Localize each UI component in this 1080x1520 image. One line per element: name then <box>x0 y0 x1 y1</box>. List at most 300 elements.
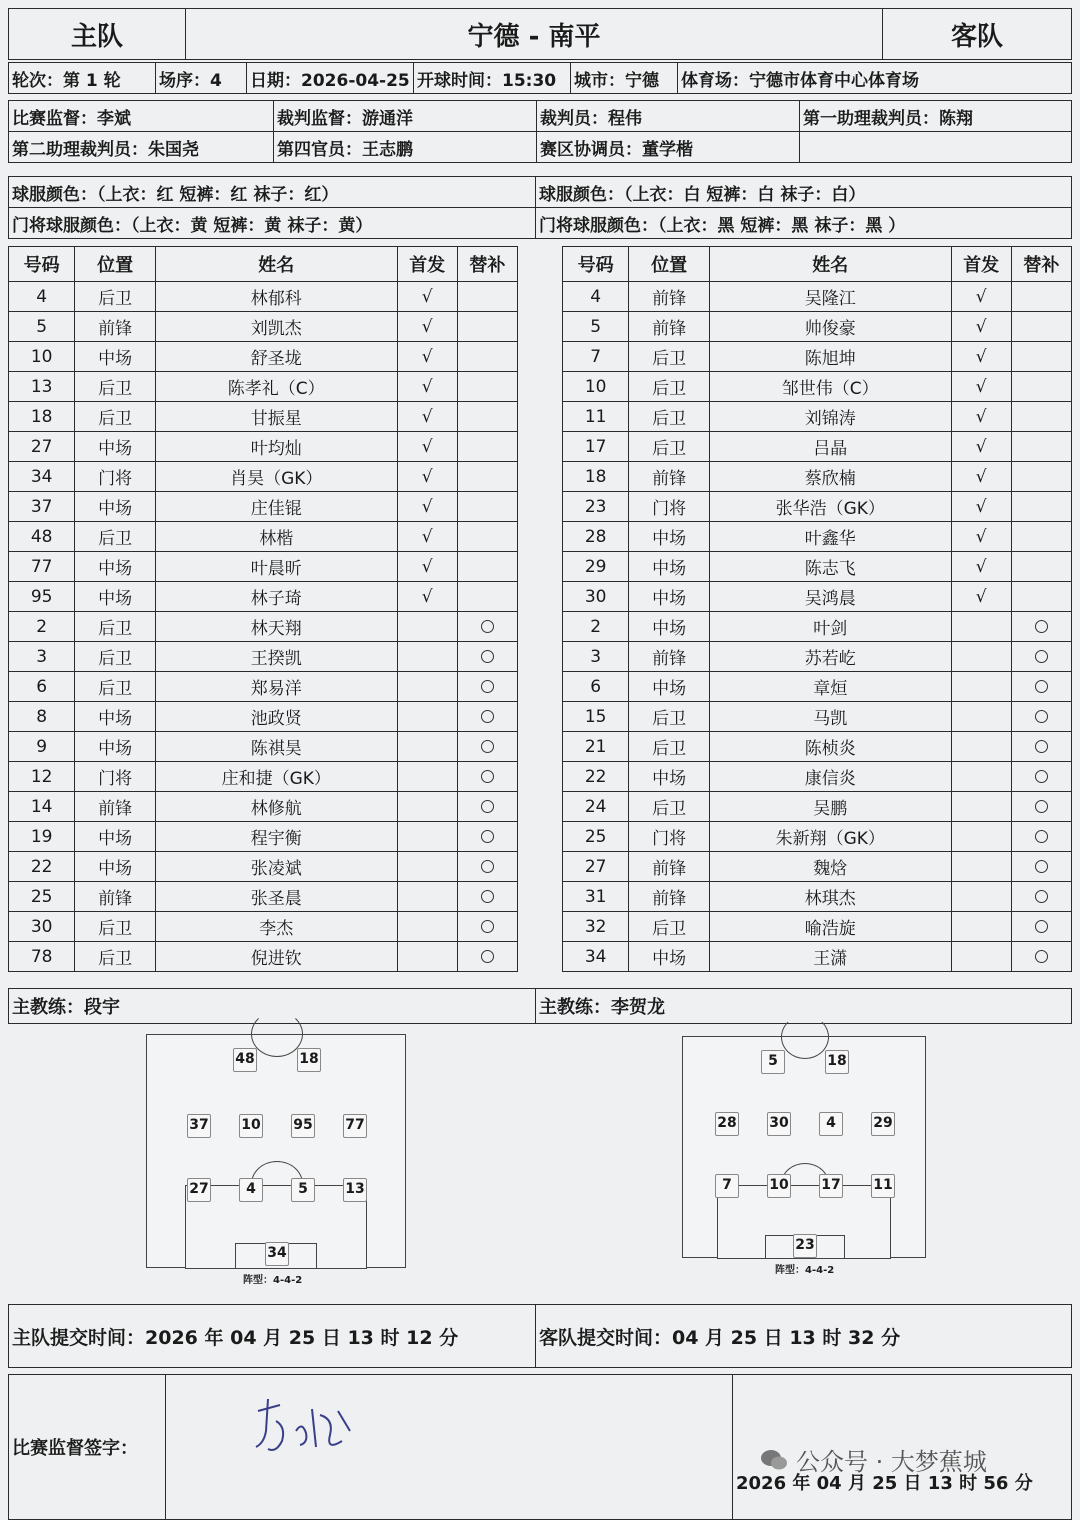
kickoff-time: 开球时间：15:30 <box>414 63 571 94</box>
formation-player: 5 <box>291 1178 315 1202</box>
sub-mark <box>1011 342 1071 372</box>
player-name: 叶均灿 <box>155 432 397 462</box>
player-row <box>563 522 1072 552</box>
home-submit-time: 主队提交时间：2026 年 04 月 25 日 13 时 12 分 <box>9 1305 536 1368</box>
assistant-referee-1: 第一助理裁判员：陈翔 <box>800 101 1072 132</box>
player-name: 章烜 <box>709 672 951 702</box>
player-position: 前锋 <box>629 642 710 672</box>
player-number: 7 <box>563 342 629 372</box>
player-number: 24 <box>563 792 629 822</box>
player-number: 23 <box>563 492 629 522</box>
player-number: 37 <box>9 492 75 522</box>
sub-mark <box>457 852 517 882</box>
wechat-icon <box>760 1448 788 1472</box>
city: 城市：宁德 <box>571 63 678 94</box>
formation-player: 13 <box>343 1178 367 1202</box>
sub-circle-icon <box>481 800 494 813</box>
player-name: 林楷 <box>155 522 397 552</box>
player-position: 后卫 <box>75 372 156 402</box>
starter-mark: √ <box>951 312 1011 342</box>
col-sub: 替补 <box>457 247 517 282</box>
player-number: 5 <box>9 312 75 342</box>
sub-circle-icon <box>1035 890 1048 903</box>
player-name: 程宇衡 <box>155 822 397 852</box>
player-position: 后卫 <box>75 942 156 972</box>
player-row <box>9 852 518 882</box>
player-number: 18 <box>9 402 75 432</box>
starter-mark <box>397 762 457 792</box>
player-position: 中场 <box>75 432 156 462</box>
player-name: 张凌斌 <box>155 852 397 882</box>
sub-mark <box>1011 462 1071 492</box>
player-number: 6 <box>563 672 629 702</box>
home-formation-pitch <box>146 1034 406 1286</box>
formation-player: 27 <box>187 1178 211 1202</box>
player-number: 5 <box>563 312 629 342</box>
kit-colors-table <box>8 176 1072 239</box>
away-label: 客队 <box>883 9 1072 60</box>
signature-box <box>166 1375 733 1520</box>
player-number: 21 <box>563 732 629 762</box>
player-position: 前锋 <box>629 462 710 492</box>
starter-mark <box>397 852 457 882</box>
sub-mark <box>1011 732 1071 762</box>
signature-time: 2026 年 04 月 25 日 13 时 56 分 <box>733 1375 1072 1520</box>
player-name: 魏焓 <box>709 852 951 882</box>
sub-mark <box>457 432 517 462</box>
player-position: 前锋 <box>75 792 156 822</box>
player-row <box>9 912 518 942</box>
player-row <box>563 732 1072 762</box>
starter-mark: √ <box>951 342 1011 372</box>
sub-mark <box>1011 372 1071 402</box>
player-row <box>9 942 518 972</box>
player-number: 10 <box>563 372 629 402</box>
watermark-text: 公众号 · 大梦蕉城 <box>796 1448 987 1476</box>
sub-mark <box>1011 642 1071 672</box>
match-info-row <box>8 62 1072 94</box>
player-row <box>563 552 1072 582</box>
sub-circle-icon <box>481 680 494 693</box>
player-number: 25 <box>563 822 629 852</box>
player-name: 吴鸿晨 <box>709 582 951 612</box>
player-position: 中场 <box>75 702 156 732</box>
player-row <box>563 882 1072 912</box>
player-name: 叶剑 <box>709 612 951 642</box>
player-name: 林郁科 <box>155 282 397 312</box>
starter-mark: √ <box>397 342 457 372</box>
player-name: 朱新翔（GK） <box>709 822 951 852</box>
col-sub: 替补 <box>1011 247 1071 282</box>
formation-player: 77 <box>343 1114 367 1138</box>
player-position: 中场 <box>629 762 710 792</box>
player-row <box>9 582 518 612</box>
formation-player: 17 <box>819 1174 843 1198</box>
player-row <box>9 372 518 402</box>
sub-circle-icon <box>1035 650 1048 663</box>
player-name: 陈志飞 <box>709 552 951 582</box>
player-number: 95 <box>9 582 75 612</box>
sub-mark <box>1011 582 1071 612</box>
starter-mark <box>397 612 457 642</box>
sub-circle-icon <box>1035 950 1048 963</box>
sub-mark <box>457 672 517 702</box>
player-row <box>9 702 518 732</box>
sub-mark <box>457 282 517 312</box>
player-row <box>563 672 1072 702</box>
col-name: 姓名 <box>709 247 951 282</box>
sub-circle-icon <box>1035 920 1048 933</box>
away-formation-pitch <box>682 1036 926 1276</box>
player-row <box>563 852 1072 882</box>
player-row <box>9 282 518 312</box>
sub-circle-icon <box>1035 710 1048 723</box>
player-position: 后卫 <box>629 702 710 732</box>
formation-player: 11 <box>871 1174 895 1198</box>
starter-mark: √ <box>397 582 457 612</box>
player-number: 30 <box>9 912 75 942</box>
starter-mark <box>951 642 1011 672</box>
starter-mark: √ <box>951 462 1011 492</box>
player-row <box>9 612 518 642</box>
player-number: 30 <box>563 582 629 612</box>
player-number: 19 <box>9 822 75 852</box>
starter-mark: √ <box>951 282 1011 312</box>
player-number: 2 <box>563 612 629 642</box>
player-name: 吴隆江 <box>709 282 951 312</box>
sub-mark <box>457 882 517 912</box>
player-number: 14 <box>9 792 75 822</box>
sub-mark <box>457 762 517 792</box>
player-row <box>9 642 518 672</box>
player-name: 庄和捷（GK） <box>155 762 397 792</box>
player-position: 中场 <box>629 522 710 552</box>
player-number: 15 <box>563 702 629 732</box>
player-row <box>9 342 518 372</box>
sub-mark <box>1011 612 1071 642</box>
player-name: 陈桢炎 <box>709 732 951 762</box>
player-row <box>563 702 1072 732</box>
formation-player: 23 <box>793 1234 817 1258</box>
player-name: 康信炎 <box>709 762 951 792</box>
starter-mark <box>397 732 457 762</box>
player-number: 10 <box>9 342 75 372</box>
empty-cell <box>800 132 1072 163</box>
player-name: 王揆凯 <box>155 642 397 672</box>
venue: 体育场：宁德市体育中心体育场 <box>678 63 1072 94</box>
player-position: 后卫 <box>75 612 156 642</box>
player-name: 林修航 <box>155 792 397 822</box>
player-number: 4 <box>563 282 629 312</box>
sub-mark <box>457 402 517 432</box>
starter-mark: √ <box>951 402 1011 432</box>
player-name: 肖昊（GK） <box>155 462 397 492</box>
player-row <box>563 432 1072 462</box>
player-number: 9 <box>9 732 75 762</box>
sub-mark <box>457 822 517 852</box>
starter-mark <box>397 942 457 972</box>
match-supervisor: 比赛监督：李斌 <box>9 101 274 132</box>
starter-mark: √ <box>951 582 1011 612</box>
player-position: 中场 <box>75 582 156 612</box>
formation-player: 18 <box>297 1048 321 1072</box>
player-position: 后卫 <box>629 432 710 462</box>
player-row <box>9 822 518 852</box>
coaches-table <box>8 988 1072 1024</box>
starter-mark <box>397 912 457 942</box>
player-row <box>563 642 1072 672</box>
sub-circle-icon <box>481 830 494 843</box>
player-row <box>563 822 1072 852</box>
player-row <box>9 462 518 492</box>
player-number: 28 <box>563 522 629 552</box>
coordinator: 赛区协调员：董学楷 <box>537 132 800 163</box>
game-number: 场序：4 <box>156 63 247 94</box>
starter-mark: √ <box>951 522 1011 552</box>
player-position: 后卫 <box>629 342 710 372</box>
player-name: 池政贤 <box>155 702 397 732</box>
col-pos: 位置 <box>629 247 710 282</box>
player-number: 18 <box>563 462 629 492</box>
player-row <box>563 942 1072 972</box>
player-position: 中场 <box>75 852 156 882</box>
fourth-official: 第四官员：王志鹏 <box>274 132 537 163</box>
starter-mark <box>951 942 1011 972</box>
player-name: 帅俊豪 <box>709 312 951 342</box>
starter-mark: √ <box>951 372 1011 402</box>
sub-mark <box>1011 672 1071 702</box>
player-position: 中场 <box>75 732 156 762</box>
player-number: 29 <box>563 552 629 582</box>
player-row <box>9 432 518 462</box>
sub-mark <box>457 702 517 732</box>
player-row <box>563 612 1072 642</box>
starter-mark <box>951 672 1011 702</box>
player-row <box>9 492 518 522</box>
player-position: 中场 <box>629 612 710 642</box>
starter-mark: √ <box>397 372 457 402</box>
sub-mark <box>457 582 517 612</box>
assistant-referee-2: 第二助理裁判员：朱国尧 <box>9 132 274 163</box>
player-position: 门将 <box>75 462 156 492</box>
player-position: 后卫 <box>629 792 710 822</box>
sub-circle-icon <box>1035 740 1048 753</box>
lineup-sheet <box>8 8 1072 1496</box>
player-row <box>563 282 1072 312</box>
sub-circle-icon <box>481 950 494 963</box>
away-formation-label: 阵型：4-4-2 <box>775 1265 835 1276</box>
player-position: 前锋 <box>629 282 710 312</box>
player-row <box>563 762 1072 792</box>
sub-mark <box>457 942 517 972</box>
sub-circle-icon <box>1035 620 1048 633</box>
player-number: 3 <box>9 642 75 672</box>
player-row <box>9 882 518 912</box>
player-row <box>9 522 518 552</box>
starter-mark <box>397 702 457 732</box>
player-position: 中场 <box>629 672 710 702</box>
col-no: 号码 <box>563 247 629 282</box>
sub-mark <box>1011 522 1071 552</box>
player-position: 门将 <box>629 492 710 522</box>
sub-mark <box>457 552 517 582</box>
player-number: 17 <box>563 432 629 462</box>
player-row <box>563 372 1072 402</box>
player-row <box>563 312 1072 342</box>
sub-circle-icon <box>1035 800 1048 813</box>
sub-mark <box>457 792 517 822</box>
player-number: 78 <box>9 942 75 972</box>
player-number: 3 <box>563 642 629 672</box>
sub-mark <box>457 912 517 942</box>
sub-circle-icon <box>481 770 494 783</box>
player-name: 喻浩旋 <box>709 912 951 942</box>
player-number: 48 <box>9 522 75 552</box>
player-position: 后卫 <box>629 372 710 402</box>
starter-mark <box>397 672 457 702</box>
player-name: 叶鑫华 <box>709 522 951 552</box>
sub-mark <box>457 312 517 342</box>
away-kit: 球服颜色：（上衣：白 短裤：白 袜子：白） <box>536 177 1072 208</box>
sub-circle-icon <box>1035 770 1048 783</box>
sub-mark <box>1011 942 1071 972</box>
player-name: 林子琦 <box>155 582 397 612</box>
player-name: 林琪杰 <box>709 882 951 912</box>
player-row <box>9 732 518 762</box>
player-position: 后卫 <box>629 402 710 432</box>
player-number: 34 <box>9 462 75 492</box>
starter-mark <box>397 792 457 822</box>
starter-mark: √ <box>951 432 1011 462</box>
player-position: 后卫 <box>629 732 710 762</box>
player-row <box>563 492 1072 522</box>
player-row <box>563 402 1072 432</box>
sub-mark <box>1011 552 1071 582</box>
col-pos: 位置 <box>75 247 156 282</box>
sub-circle-icon <box>481 710 494 723</box>
player-position: 前锋 <box>629 882 710 912</box>
player-name: 王潇 <box>709 942 951 972</box>
sub-circle-icon <box>1035 830 1048 843</box>
starter-mark <box>951 822 1011 852</box>
formation-player: 7 <box>715 1174 739 1198</box>
player-position: 中场 <box>629 552 710 582</box>
player-number: 31 <box>563 882 629 912</box>
header-table <box>8 8 1072 60</box>
player-row <box>9 402 518 432</box>
player-position: 后卫 <box>75 672 156 702</box>
sub-circle-icon <box>481 920 494 933</box>
player-row <box>563 582 1072 612</box>
player-position: 前锋 <box>75 312 156 342</box>
player-name: 甘振星 <box>155 402 397 432</box>
player-position: 前锋 <box>629 312 710 342</box>
starter-mark: √ <box>397 432 457 462</box>
player-position: 中场 <box>75 492 156 522</box>
starter-mark <box>397 822 457 852</box>
col-start: 首发 <box>397 247 457 282</box>
player-name: 张华浩（GK） <box>709 492 951 522</box>
player-position: 中场 <box>75 552 156 582</box>
player-number: 27 <box>563 852 629 882</box>
player-row <box>9 552 518 582</box>
player-name: 陈祺昊 <box>155 732 397 762</box>
sub-mark <box>457 732 517 762</box>
match-date: 日期：2026-04-25 <box>247 63 414 94</box>
player-position: 后卫 <box>75 522 156 552</box>
player-name: 林天翔 <box>155 612 397 642</box>
sub-mark <box>1011 432 1071 462</box>
officials-table <box>8 100 1072 163</box>
player-position: 前锋 <box>75 882 156 912</box>
player-number: 22 <box>563 762 629 792</box>
home-lineup-table <box>8 246 518 972</box>
player-position: 后卫 <box>75 912 156 942</box>
handwritten-signature <box>246 1391 366 1461</box>
home-formation-label: 阵型：4-4-2 <box>243 1275 303 1286</box>
home-kit: 球服颜色：（上衣：红 短裤：红 袜子：红） <box>9 177 536 208</box>
player-position: 前锋 <box>629 852 710 882</box>
player-number: 6 <box>9 672 75 702</box>
player-position: 后卫 <box>75 402 156 432</box>
sub-circle-icon <box>481 890 494 903</box>
col-start: 首发 <box>951 247 1011 282</box>
home-header-row <box>9 247 518 282</box>
player-name: 刘锦涛 <box>709 402 951 432</box>
sub-circle-icon <box>1035 680 1048 693</box>
player-position: 中场 <box>75 342 156 372</box>
starter-mark <box>397 642 457 672</box>
starter-mark <box>951 852 1011 882</box>
formation-player: 29 <box>871 1112 895 1136</box>
player-row <box>9 672 518 702</box>
player-position: 中场 <box>629 582 710 612</box>
formation-player: 28 <box>715 1112 739 1136</box>
sub-circle-icon <box>481 740 494 753</box>
top-arc <box>781 1015 829 1059</box>
player-row <box>9 792 518 822</box>
round: 轮次：第 1 轮 <box>9 63 156 94</box>
player-row <box>563 342 1072 372</box>
player-position: 中场 <box>75 822 156 852</box>
formation-player: 34 <box>265 1242 289 1266</box>
sub-circle-icon <box>481 860 494 873</box>
player-name: 邹世伟（C） <box>709 372 951 402</box>
player-name: 吴鹏 <box>709 792 951 822</box>
player-position: 后卫 <box>75 282 156 312</box>
player-name: 吕晶 <box>709 432 951 462</box>
col-name: 姓名 <box>155 247 397 282</box>
formation-player: 4 <box>819 1112 843 1136</box>
away-lineup-table <box>562 246 1072 972</box>
player-number: 4 <box>9 282 75 312</box>
player-row <box>9 312 518 342</box>
player-name: 蔡欣楠 <box>709 462 951 492</box>
player-row <box>563 792 1072 822</box>
starter-mark <box>397 882 457 912</box>
starter-mark <box>951 762 1011 792</box>
formation-player: 30 <box>767 1112 791 1136</box>
sub-mark <box>1011 312 1071 342</box>
sub-mark <box>1011 912 1071 942</box>
player-number: 27 <box>9 432 75 462</box>
starter-mark <box>951 792 1011 822</box>
player-name: 张圣晨 <box>155 882 397 912</box>
sub-mark <box>1011 852 1071 882</box>
sub-circle-icon <box>1035 860 1048 873</box>
sub-circle-icon <box>481 620 494 633</box>
sub-circle-icon <box>481 650 494 663</box>
